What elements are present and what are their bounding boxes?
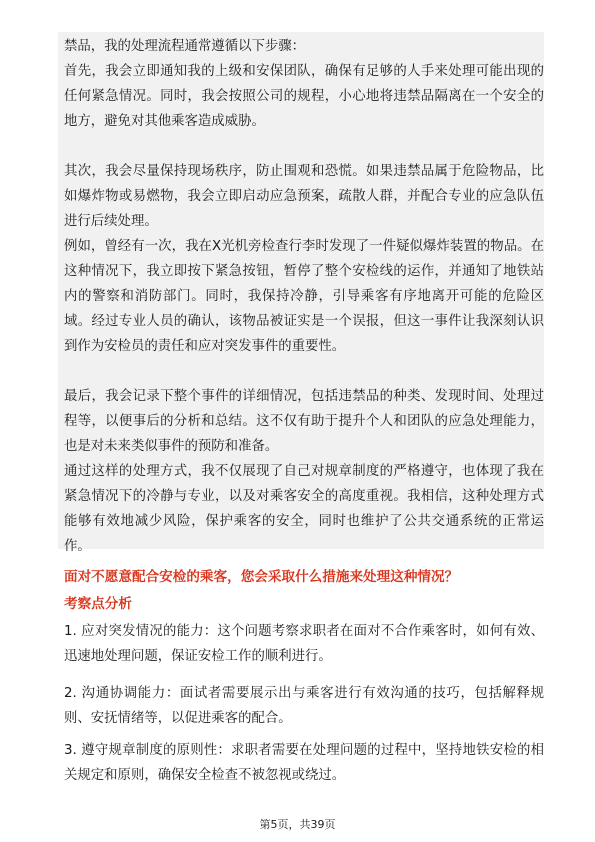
page-number: 第5页，共39页 xyxy=(259,818,336,831)
answer-paragraph-finally: 最后，我会记录下整个事件的详细情况，包括违禁品的种类、发现时间、处理过程等，以便事后的分析和总结。这不仅有助于提升个人和团队的应急处理能力，也是对未来类似事件的预防和准备。 xyxy=(64,389,544,454)
answer-paragraph-intro: 禁品，我的处理流程通常遵循以下步骤： xyxy=(64,39,306,54)
answer-paragraph-conclusion: 通过这样的处理方式，我不仅展现了自己对规章制度的严格遵守，也体现了我在紧急情况下的冷静与专业，以及对乘客安全的高度重视。我相信，这种处理方式能够有效地减少风险，保护乘客的安全，同时也维护了公共交通系统的正常运作。 xyxy=(64,464,544,554)
answer-paragraph-second: 其次，我会尽量保持现场秩序，防止围观和恐慌。如果违禁品属于危险物品，比如爆炸物或易燃物，我会立即启动应急预案，疏散人群，并配合专业的应急队伍进行后续处理。 xyxy=(64,164,544,229)
analysis-item: 3. 遵守规章制度的原则性：求职者需要在处理问题的过程中，坚持地铁安检的相关规定和原则，确保安全检查不被忽视或绕过。 xyxy=(64,743,544,783)
interview-question: 面对不愿意配合安检的乘客，您会采取什么措施来处理这种情况？ xyxy=(64,569,459,585)
analysis-heading: 考察点分析 xyxy=(64,596,132,612)
answer-paragraph-first: 首先，我会立即通知我的上级和安保团队，确保有足够的人手来处理可能出现的任何紧急情况。同时，我会按照公司的规程，小心地将违禁品隔离在一个安全的地方，避免对其他乘客造成威胁。 xyxy=(64,64,544,129)
analysis-item: 2. 沟通协调能力：面试者需要展示出与乘客进行有效沟通的技巧，包括解释规则、安抚情绪等，以促进乘客的配合。 xyxy=(64,686,544,726)
answer-paragraph-example: 例如，曾经有一次，我在X光机旁检查行李时发现了一件疑似爆炸装置的物品。在这种情况下，我立即按下紧急按钮，暂停了整个安检线的运作，并通知了地铁站内的警察和消防部门。同时，我保持冷静，引导乘客有序地离开可能的危险区域。经过专业人员的确认，该物品被证实是一个误报，但这一事件让我深刻认识到作为安检员的责任和应对突发事件的重要性。 xyxy=(64,239,544,354)
analysis-item: 1. 应对突发情况的能力：这个问题考察求职者在面对不合作乘客时，如何有效、迅速地处理问题，保证安检工作的顺利进行。 xyxy=(64,624,544,664)
